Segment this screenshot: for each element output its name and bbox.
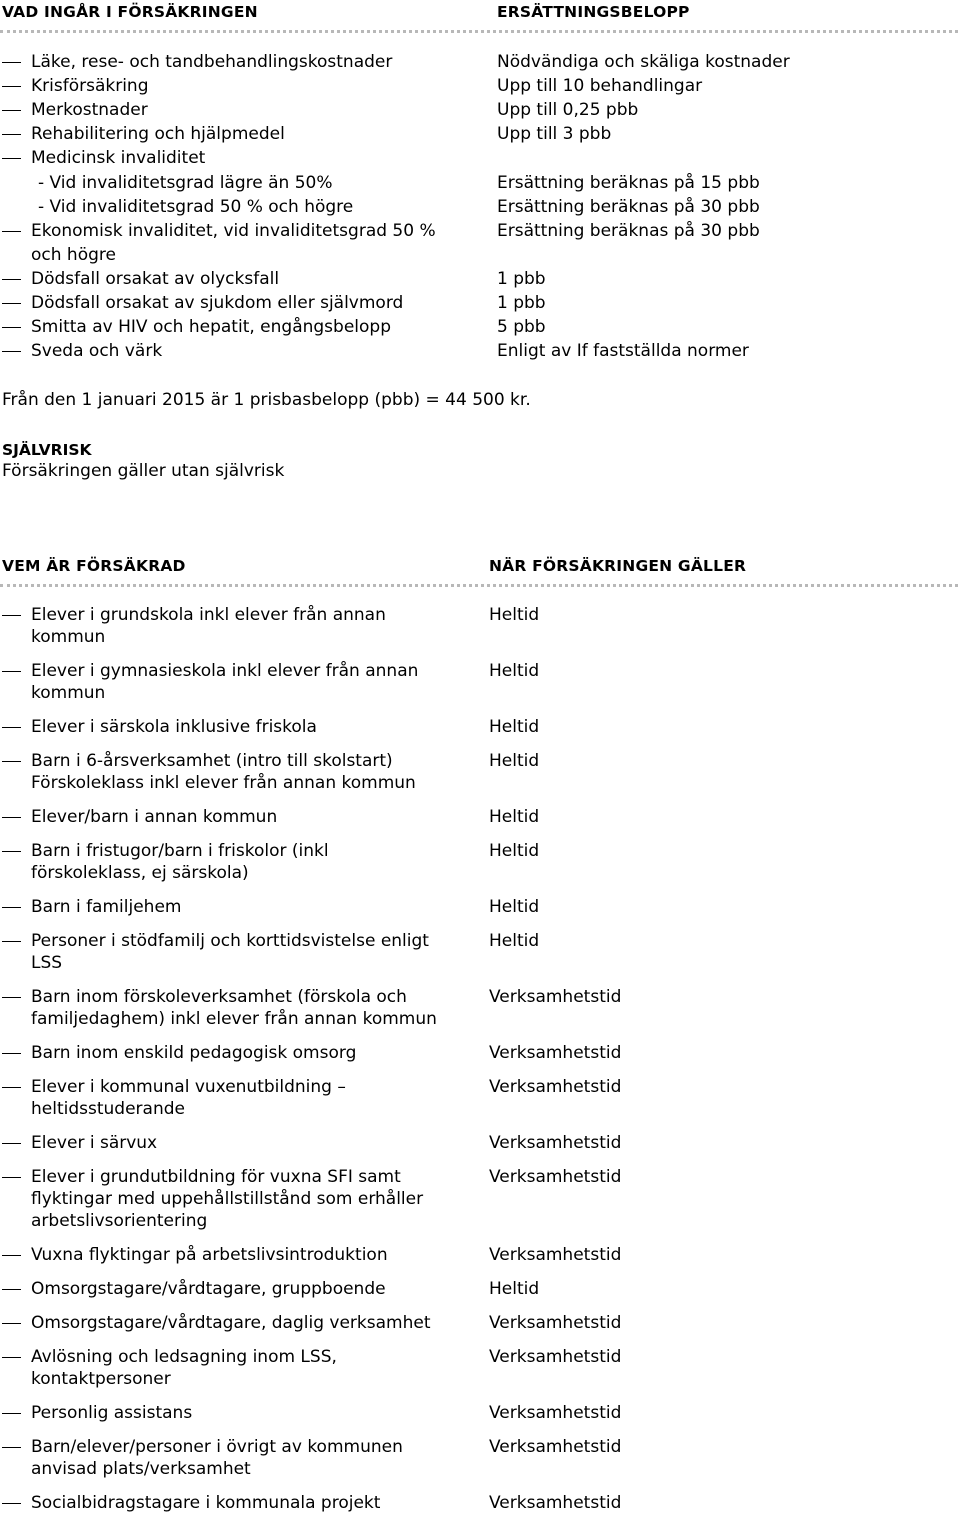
insured-value: Heltid bbox=[489, 931, 540, 951]
insured-value: Heltid bbox=[489, 751, 540, 771]
insured-value: Verksamhetstid bbox=[489, 1043, 622, 1063]
dash-bullet bbox=[2, 941, 21, 942]
insured-label: Barn inom förskoleverksamhet (förskola och bbox=[31, 987, 407, 1007]
coverage-label: Medicinsk invaliditet bbox=[31, 148, 206, 168]
insured-value: Verksamhetstid bbox=[489, 1493, 622, 1513]
coverage-label: Merkostnader bbox=[31, 100, 148, 120]
insured-label-cont: flyktingar med uppehållstillstånd som erhåller bbox=[31, 1189, 424, 1209]
insured-value: Verksamhetstid bbox=[489, 1403, 622, 1423]
insured-value: Verksamhetstid bbox=[489, 1437, 622, 1457]
dash-bullet bbox=[2, 1255, 21, 1256]
insured-label: Elever i kommunal vuxenutbildning – bbox=[31, 1077, 346, 1097]
dash-bullet bbox=[2, 761, 21, 762]
dash-bullet bbox=[2, 110, 21, 111]
insured-label: Elever/barn i annan kommun bbox=[31, 807, 278, 827]
insured-header-right: NÄR FÖRSÄKRINGEN GÄLLER bbox=[489, 557, 747, 575]
coverage-value: Nödvändiga och skäliga kostnader bbox=[497, 52, 790, 72]
coverage-value: Upp till 0,25 pbb bbox=[497, 100, 639, 120]
insured-label-cont: förskoleklass, ej särskola) bbox=[31, 863, 249, 883]
insured-label: Elever i grundutbildning för vuxna SFI samt bbox=[31, 1167, 401, 1187]
dash-bullet bbox=[2, 158, 21, 159]
coverage-value: 1 pbb bbox=[497, 293, 546, 313]
coverage-label: Rehabilitering och hjälpmedel bbox=[31, 124, 285, 144]
dash-bullet bbox=[2, 1143, 21, 1144]
insured-value: Heltid bbox=[489, 717, 540, 737]
insured-label-cont: Förskoleklass inkl elever från annan kommun bbox=[31, 773, 416, 793]
insured-value: Verksamhetstid bbox=[489, 1077, 622, 1097]
insured-label-cont: kontaktpersoner bbox=[31, 1369, 171, 1389]
coverage-label: Dödsfall orsakat av olycksfall bbox=[31, 269, 280, 289]
insured-label: Barn inom enskild pedagogisk omsorg bbox=[31, 1043, 357, 1063]
insured-label-cont: kommun bbox=[31, 627, 106, 647]
dash-bullet bbox=[2, 62, 21, 63]
dash-bullet bbox=[2, 86, 21, 87]
dash-bullet bbox=[2, 303, 21, 304]
insured-label: Barn i familjehem bbox=[31, 897, 182, 917]
coverage-label: - Vid invaliditetsgrad lägre än 50% bbox=[38, 173, 333, 193]
coverage-label: Sveda och värk bbox=[31, 341, 163, 361]
insured-label-cont: familjedaghem) inkl elever från annan kommun bbox=[31, 1009, 437, 1029]
dash-bullet bbox=[2, 1357, 21, 1358]
coverage-label: - Vid invaliditetsgrad 50 % och högre bbox=[38, 197, 354, 217]
insured-label: Elever i grundskola inkl elever från annan bbox=[31, 605, 386, 625]
coverage-header-left: VAD INGÅR I FÖRSÄKRINGEN bbox=[2, 3, 258, 21]
insured-value: Heltid bbox=[489, 605, 540, 625]
coverage-value: Enligt av If fastställda normer bbox=[497, 341, 749, 361]
insured-label-cont: heltidsstuderande bbox=[31, 1099, 185, 1119]
dash-bullet bbox=[2, 1447, 21, 1448]
insured-label: Barn i 6-årsverksamhet (intro till skolstart) bbox=[31, 751, 393, 771]
insured-value: Heltid bbox=[489, 1279, 540, 1299]
insured-value: Heltid bbox=[489, 807, 540, 827]
dash-bullet bbox=[2, 907, 21, 908]
insured-label: Barn i fristugor/barn i friskolor (inkl bbox=[31, 841, 329, 861]
insured-label: Vuxna flyktingar på arbetslivsintroduktion bbox=[31, 1245, 388, 1265]
coverage-value: 5 pbb bbox=[497, 317, 546, 337]
insured-label-cont: LSS bbox=[31, 953, 63, 973]
coverage-value: Ersättning beräknas på 30 pbb bbox=[497, 221, 760, 241]
coverage-value: Ersättning beräknas på 15 pbb bbox=[497, 173, 760, 193]
dash-bullet bbox=[2, 231, 21, 232]
insured-value: Verksamhetstid bbox=[489, 1133, 622, 1153]
insured-value: Heltid bbox=[489, 897, 540, 917]
insured-label: Avlösning och ledsagning inom LSS, bbox=[31, 1347, 337, 1367]
insured-value: Verksamhetstid bbox=[489, 1245, 622, 1265]
insured-label: Omsorgstagare/vårdtagare, gruppboende bbox=[31, 1279, 386, 1299]
coverage-label: Läke, rese- och tandbehandlingskostnader bbox=[31, 52, 393, 72]
dash-bullet bbox=[2, 727, 21, 728]
insured-label-cont: kommun bbox=[31, 683, 106, 703]
deductible-text: Försäkringen gäller utan självrisk bbox=[2, 461, 285, 481]
coverage-header bbox=[0, 3, 960, 31]
insured-value: Verksamhetstid bbox=[489, 1347, 622, 1367]
dash-bullet bbox=[2, 1177, 21, 1178]
coverage-label-cont: och högre bbox=[31, 245, 116, 265]
deductible-title: SJÄLVRISK bbox=[2, 441, 92, 459]
dash-bullet bbox=[2, 327, 21, 328]
insured-header bbox=[0, 557, 960, 585]
insured-label-cont: anvisad plats/verksamhet bbox=[31, 1459, 251, 1479]
insured-label: Elever i gymnasieskola inkl elever från annan bbox=[31, 661, 419, 681]
coverage-label: Krisförsäkring bbox=[31, 76, 149, 96]
dash-bullet bbox=[2, 1413, 21, 1414]
dash-bullet bbox=[2, 817, 21, 818]
insured-label: Socialbidragstagare i kommunala projekt bbox=[31, 1493, 381, 1513]
dash-bullet bbox=[2, 671, 21, 672]
insured-label: Barn/elever/personer i övrigt av kommunen bbox=[31, 1437, 403, 1457]
coverage-label: Ekonomisk invaliditet, vid invaliditetsgrad 50 % bbox=[31, 221, 436, 241]
header-divider bbox=[0, 584, 958, 587]
dash-bullet bbox=[2, 1503, 21, 1504]
coverage-header-right: ERSÄTTNINGSBELOPP bbox=[497, 3, 690, 21]
coverage-value: Upp till 10 behandlingar bbox=[497, 76, 703, 96]
dash-bullet bbox=[2, 351, 21, 352]
dash-bullet bbox=[2, 997, 21, 998]
dash-bullet bbox=[2, 134, 21, 135]
coverage-value: Ersättning beräknas på 30 pbb bbox=[497, 197, 760, 217]
insured-label: Personlig assistans bbox=[31, 1403, 193, 1423]
insured-label: Elever i särskola inklusive friskola bbox=[31, 717, 317, 737]
coverage-value: 1 pbb bbox=[497, 269, 546, 289]
coverage-value: Upp till 3 pbb bbox=[497, 124, 612, 144]
insured-label: Personer i stödfamilj och korttidsvistelse enligt bbox=[31, 931, 429, 951]
insured-value: Verksamhetstid bbox=[489, 1313, 622, 1333]
coverage-label: Smitta av HIV och hepatit, engångsbelopp bbox=[31, 317, 391, 337]
insured-label: Omsorgstagare/vårdtagare, daglig verksamhet bbox=[31, 1313, 431, 1333]
dash-bullet bbox=[2, 1323, 21, 1324]
insured-value: Heltid bbox=[489, 661, 540, 681]
insured-header-left: VEM ÄR FÖRSÄKRAD bbox=[2, 557, 186, 575]
insured-value: Verksamhetstid bbox=[489, 987, 622, 1007]
dash-bullet bbox=[2, 851, 21, 852]
dash-bullet bbox=[2, 615, 21, 616]
insured-value: Heltid bbox=[489, 841, 540, 861]
insured-label: Elever i särvux bbox=[31, 1133, 158, 1153]
dash-bullet bbox=[2, 1087, 21, 1088]
insured-value: Verksamhetstid bbox=[489, 1167, 622, 1187]
coverage-label: Dödsfall orsakat av sjukdom eller självmord bbox=[31, 293, 404, 313]
dash-bullet bbox=[2, 279, 21, 280]
pbb-note: Från den 1 januari 2015 är 1 prisbasbelopp (pbb) = 44 500 kr. bbox=[2, 390, 531, 410]
header-divider bbox=[0, 30, 958, 33]
dash-bullet bbox=[2, 1053, 21, 1054]
insured-label-cont: arbetslivsorientering bbox=[31, 1211, 208, 1231]
dash-bullet bbox=[2, 1289, 21, 1290]
